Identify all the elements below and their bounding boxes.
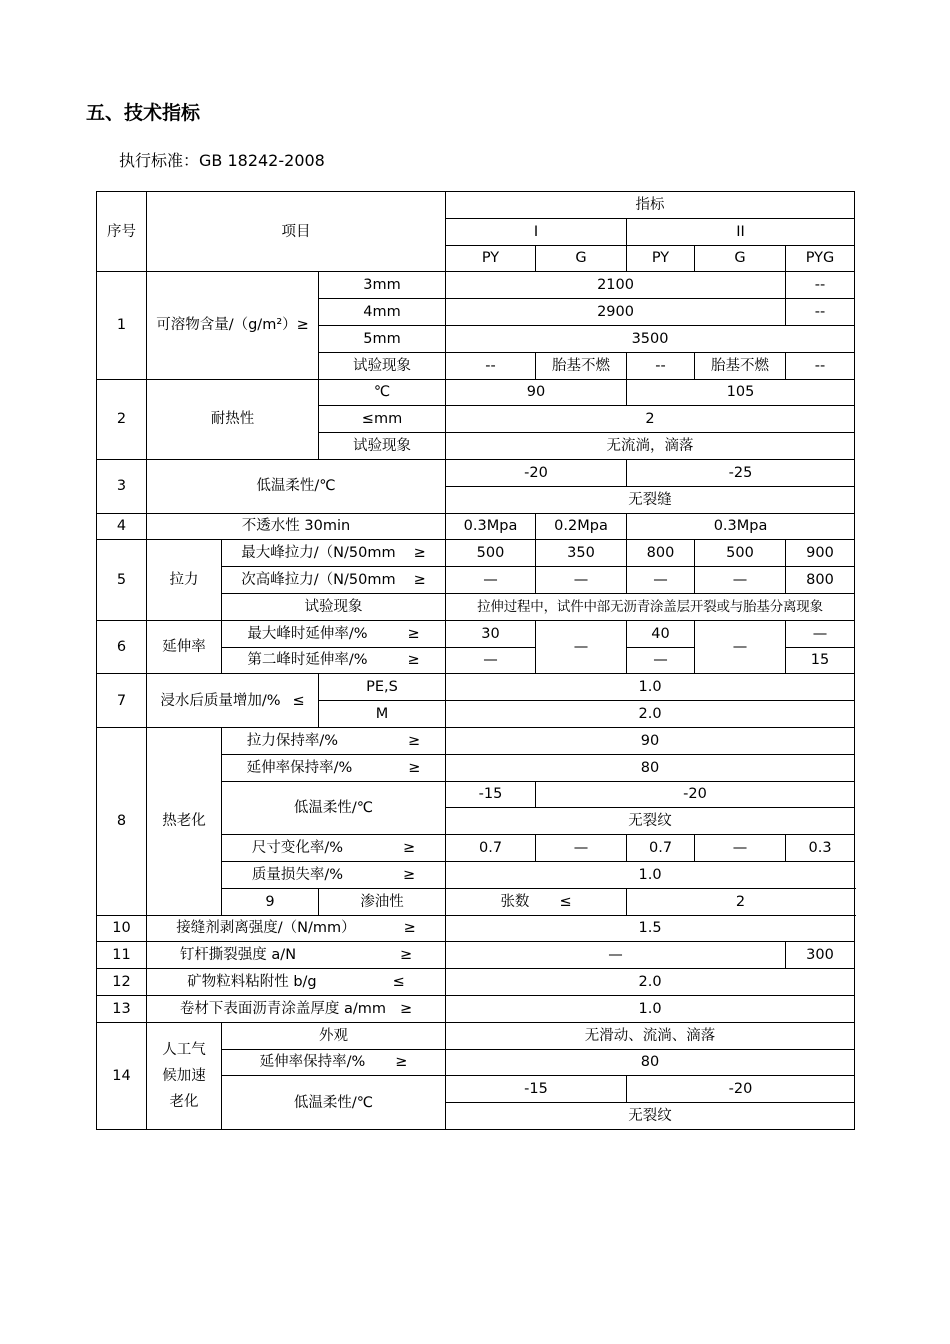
sub-item-cell: 试验现象 xyxy=(222,593,446,620)
value-cell: 胎基不燃 xyxy=(536,352,627,379)
value-cell: 1.0 xyxy=(446,861,855,888)
value-cell: 800 xyxy=(786,567,855,594)
table-row xyxy=(97,1022,855,1049)
comparison-symbol: ≥ xyxy=(407,625,420,642)
item-cell xyxy=(147,942,446,969)
value-cell: 3500 xyxy=(446,325,855,352)
value-cell: 800 xyxy=(627,540,695,567)
seq-cell: 1 xyxy=(97,272,147,379)
sub-item-cell xyxy=(222,754,446,781)
value-cell: -- xyxy=(786,299,855,326)
table-row xyxy=(97,674,855,701)
item-cell: 热老化 xyxy=(147,727,222,915)
sub-item-cell xyxy=(222,540,446,567)
value-cell: 0.3Mpa xyxy=(627,513,855,540)
item-label: 浸水后质量增加/% xyxy=(160,692,281,709)
item-cell xyxy=(147,969,446,996)
item-cell: 拉力 xyxy=(147,540,222,620)
sub-item-cell: PE,S xyxy=(319,674,446,701)
value-cell: 900 xyxy=(786,540,855,567)
sub-item-label: 延伸率保持率/% xyxy=(259,1054,366,1071)
value-cell: — xyxy=(786,620,855,647)
table-row xyxy=(97,272,855,299)
sub-item-cell xyxy=(222,620,446,647)
table-row xyxy=(97,727,855,754)
sub-item-cell: M xyxy=(319,701,446,728)
sub-item-cell xyxy=(446,888,627,915)
table-row xyxy=(97,540,855,567)
table-row xyxy=(97,969,855,996)
value-cell: -15 xyxy=(446,1076,627,1103)
value-cell: 80 xyxy=(446,754,855,781)
header-item: 项目 xyxy=(147,192,446,272)
sub-item-cell: 低温柔性/℃ xyxy=(222,1076,446,1130)
comparison-symbol: ≥ xyxy=(403,840,416,857)
value-cell: -20 xyxy=(446,459,627,486)
header-py-2: PY xyxy=(627,245,695,272)
value-cell: 0.3Mpa xyxy=(446,513,536,540)
sub-item-label: 最大峰时延伸率/% xyxy=(247,625,368,642)
seq-cell: 14 xyxy=(97,1022,147,1129)
sub-item-cell: ℃ xyxy=(319,379,446,406)
seq-cell: 6 xyxy=(97,620,147,674)
header-g-2: G xyxy=(695,245,786,272)
spec-table xyxy=(96,191,855,1130)
comparison-symbol: ≥ xyxy=(413,545,426,562)
comparison-symbol: ≥ xyxy=(408,732,421,749)
sub-item-cell: ≤mm xyxy=(319,406,446,433)
sub-item-label: 最大峰拉力/（N/50mm xyxy=(241,545,396,562)
value-cell: 1.0 xyxy=(446,674,855,701)
header-row xyxy=(97,192,855,219)
table-row xyxy=(97,513,855,540)
sub-item-label: 延伸率保持率/% xyxy=(246,759,353,776)
sub-item-label: 质量损失率/% xyxy=(251,866,344,883)
value-cell: 300 xyxy=(786,942,855,969)
item-cell: 渗油性 xyxy=(319,888,446,915)
sub-item-cell xyxy=(222,1049,446,1076)
value-cell: 2.0 xyxy=(446,969,855,996)
value-cell: — xyxy=(695,620,786,674)
value-cell: 30 xyxy=(446,620,536,647)
item-cell: 不透水性 30min xyxy=(147,513,446,540)
header-seq: 序号 xyxy=(97,192,147,272)
item-cell: 人工气候加速老化 xyxy=(147,1022,222,1129)
value-cell: 0.7 xyxy=(627,835,695,862)
item-cell: 低温柔性/℃ xyxy=(147,459,446,513)
value-cell: 无流淌，滴落 xyxy=(446,433,855,460)
item-cell: 延伸率 xyxy=(147,620,222,674)
standard-reference: 执行标准：GB 18242-2008 xyxy=(119,151,325,170)
value-cell: 80 xyxy=(446,1049,855,1076)
value-cell: -- xyxy=(627,352,695,379)
sub-item-cell xyxy=(222,647,446,674)
item-cell xyxy=(147,674,319,728)
sub-item-cell: 4mm xyxy=(319,299,446,326)
comparison-symbol: ≥ xyxy=(408,759,421,776)
table-row xyxy=(97,995,855,1022)
seq-cell: 5 xyxy=(97,540,147,620)
value-cell: 拉伸过程中，试件中部无沥青涂盖层开裂或与胎基分离现象 xyxy=(446,593,855,620)
value-cell: — xyxy=(536,620,627,674)
value-cell: 无裂纹 xyxy=(446,808,855,835)
comparison-symbol: ≥ xyxy=(395,1054,408,1071)
value-cell: 350 xyxy=(536,540,627,567)
sub-item-cell: 试验现象 xyxy=(319,433,446,460)
comparison-symbol: ≤ xyxy=(392,974,405,990)
seq-cell: 8 xyxy=(97,727,147,915)
section-heading: 五、技术指标 xyxy=(86,102,201,124)
table-row xyxy=(97,915,855,942)
header-pyg: PYG xyxy=(786,245,855,272)
item-label: 矿物粒料粘附性 b/g xyxy=(187,974,317,990)
seq-cell: 3 xyxy=(97,459,147,513)
header-grade-1: I xyxy=(446,218,627,245)
value-cell: 90 xyxy=(446,727,855,754)
value-cell: 1.5 xyxy=(446,915,855,942)
value-cell: 105 xyxy=(627,379,855,406)
comparison-symbol: ≤ xyxy=(292,692,305,709)
sub-item-cell xyxy=(222,727,446,754)
value-cell: -- xyxy=(446,352,536,379)
value-cell: -- xyxy=(786,352,855,379)
value-cell: 40 xyxy=(627,620,695,647)
value-cell: 0.2Mpa xyxy=(536,513,627,540)
sub-item-cell: 5mm xyxy=(319,325,446,352)
value-cell: 0.7 xyxy=(446,835,536,862)
value-cell: -15 xyxy=(446,781,536,808)
comparison-symbol: ≤ xyxy=(559,893,572,910)
item-cell xyxy=(147,915,446,942)
value-cell: 500 xyxy=(695,540,786,567)
value-cell: -20 xyxy=(536,781,855,808)
seq-cell: 9 xyxy=(222,888,319,915)
comparison-symbol: ≥ xyxy=(400,947,413,964)
table-row xyxy=(97,459,855,486)
value-cell: 500 xyxy=(446,540,536,567)
value-cell: 2.0 xyxy=(446,701,855,728)
header-indicator: 指标 xyxy=(446,192,855,219)
sub-item-cell: 低温柔性/℃ xyxy=(222,781,446,835)
sub-item-cell xyxy=(222,567,446,594)
value-cell: — xyxy=(446,942,786,969)
sub-item-label: 张数 xyxy=(500,893,530,910)
seq-cell: 7 xyxy=(97,674,147,728)
item-cell: 耐热性 xyxy=(147,379,319,459)
sub-item-cell: 试验现象 xyxy=(319,352,446,379)
sub-item-label: 次高峰拉力/（N/50mm xyxy=(241,572,396,589)
item-cell: 可溶物含量/（g/m²）≥ xyxy=(147,272,319,379)
comparison-symbol: ≥ xyxy=(407,652,420,669)
value-cell: — xyxy=(695,835,786,862)
value-cell: — xyxy=(446,567,536,594)
value-cell: 2100 xyxy=(446,272,786,299)
value-cell: 2 xyxy=(627,888,855,915)
value-cell: — xyxy=(695,567,786,594)
value-cell: 2900 xyxy=(446,299,786,326)
value-cell: — xyxy=(627,567,695,594)
seq-cell: 10 xyxy=(97,915,147,942)
sub-item-cell: 外观 xyxy=(222,1022,446,1049)
sub-item-label: 尺寸变化率/% xyxy=(251,840,344,857)
value-cell: -- xyxy=(786,272,855,299)
value-cell: 无滑动、流淌、滴落 xyxy=(446,1022,855,1049)
item-label: 接缝剂剥离强度/（N/mm） xyxy=(176,920,356,937)
comparison-symbol: ≥ xyxy=(403,866,416,883)
item-label: 卷材下表面沥青涂盖厚度 a/mm xyxy=(179,1000,386,1017)
seq-cell: 11 xyxy=(97,942,147,969)
value-cell: 2 xyxy=(446,406,855,433)
sub-item-label: 拉力保持率/% xyxy=(246,732,339,749)
item-label: 钉杆撕裂强度 a/N xyxy=(179,947,297,964)
table-row xyxy=(97,620,855,647)
table-row xyxy=(97,942,855,969)
value-cell: — xyxy=(446,647,536,674)
seq-cell: 2 xyxy=(97,379,147,459)
header-grade-2: II xyxy=(627,218,855,245)
value-cell: 胎基不燃 xyxy=(695,352,786,379)
value-cell: — xyxy=(536,567,627,594)
value-cell: 15 xyxy=(786,647,855,674)
value-cell: 无裂纹 xyxy=(446,1103,855,1130)
value-cell: 无裂缝 xyxy=(446,486,855,513)
header-py-1: PY xyxy=(446,245,536,272)
seq-cell: 13 xyxy=(97,995,147,1022)
item-cell xyxy=(147,995,446,1022)
value-cell: 1.0 xyxy=(446,995,855,1022)
seq-cell: 4 xyxy=(97,513,147,540)
comparison-symbol: ≥ xyxy=(403,920,416,937)
sub-item-cell xyxy=(222,835,446,862)
value-cell: -20 xyxy=(627,1076,855,1103)
value-cell: -25 xyxy=(627,459,855,486)
sub-item-cell xyxy=(222,861,446,888)
value-cell: — xyxy=(536,835,627,862)
sub-item-label: 第二峰时延伸率/% xyxy=(247,652,368,669)
comparison-symbol: ≥ xyxy=(400,1000,413,1017)
seq-cell: 12 xyxy=(97,969,147,996)
value-cell: 90 xyxy=(446,379,627,406)
header-g-1: G xyxy=(536,245,627,272)
comparison-symbol: ≥ xyxy=(413,572,426,589)
sub-item-cell: 3mm xyxy=(319,272,446,299)
value-cell: — xyxy=(627,647,695,674)
table-row xyxy=(97,379,855,406)
value-cell: 0.3 xyxy=(786,835,855,862)
